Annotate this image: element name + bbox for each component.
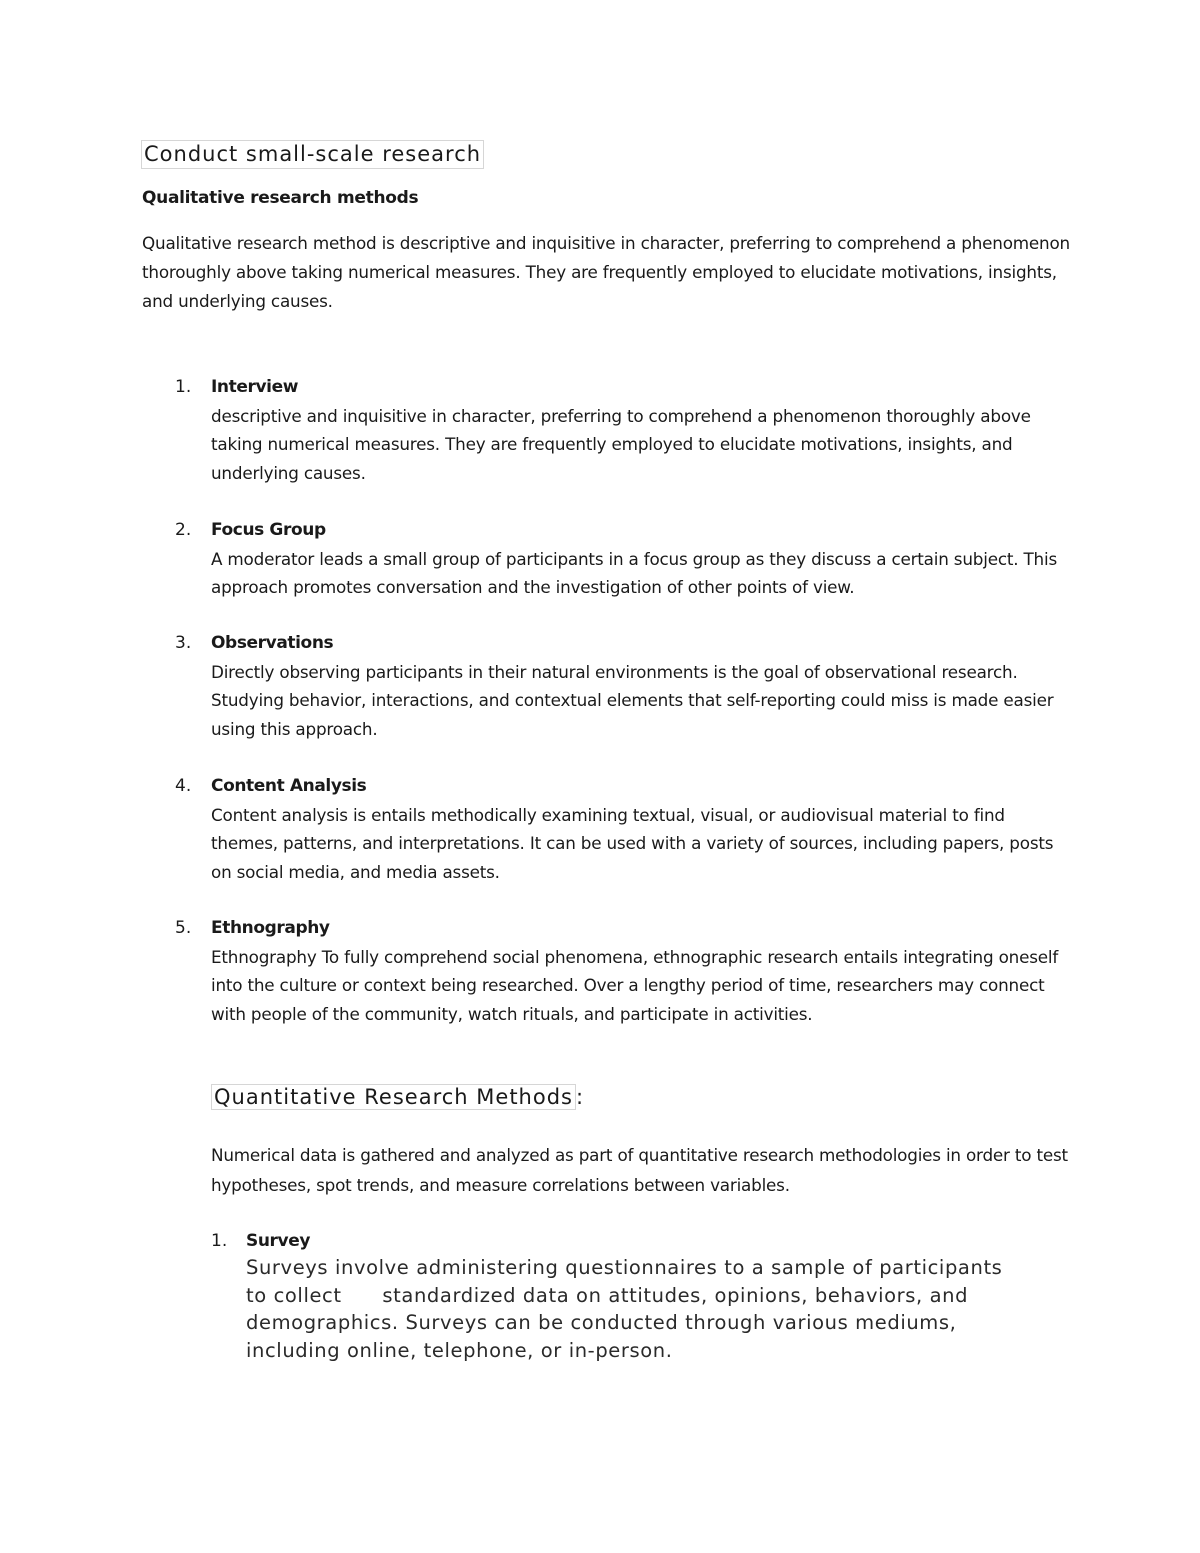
list-item-text: A moderator leads a small group of participants in a focus group as they discuss a certain subject. This approach promotes conversation and the investigation of other points of view. xyxy=(211,548,1057,598)
list-item-number: 2. xyxy=(175,520,192,540)
list-item-text: Ethnography To fully comprehend social phenomena, ethnographic research entails integrating oneself into the culture or context being researched. Over a lengthy period of time, researchers may connect with people of the community, watch rituals, and participate in activities. xyxy=(211,946,1059,1024)
list-item-number: 3. xyxy=(175,633,192,653)
list-item-number: 1. xyxy=(211,1231,228,1251)
qualitative-heading: Qualitative research methods xyxy=(142,188,419,208)
list-item-title: Focus Group xyxy=(211,520,326,540)
survey-text-line: including online, telephone, or in-person. xyxy=(246,1338,673,1362)
list-item-title: Interview xyxy=(211,377,299,397)
list-item-title: Ethnography xyxy=(211,918,330,938)
list-item-text xyxy=(246,1254,1066,1364)
list-item-number: 1. xyxy=(175,377,192,397)
survey-text-line: demographics. Surveys can be conducted through various mediums, xyxy=(246,1311,957,1334)
quantitative-heading xyxy=(211,1083,584,1111)
list-item-text: Directly observing participants in their natural environments is the goal of observational research. Studying behavior, interactions, and contextual elements that self-reporting could miss is made easier using this approach. xyxy=(211,661,1054,739)
quantitative-intro: Numerical data is gathered and analyzed as part of quantitative research methodologies in order to test hypotheses, spot trends, and measure correlations between variables. xyxy=(211,1145,1068,1195)
list-item-text: descriptive and inquisitive in character, preferring to comprehend a phenomenon thoroughly above taking numerical measures. They are frequently employed to elucidate motivations, insights, and underlying causes. xyxy=(211,405,1031,483)
list-item-text: Content analysis is entails methodically examining textual, visual, or audiovisual material to find themes, patterns, and interpretations. It can be used with a variety of sources, including papers, posts on social media, and media assets. xyxy=(211,804,1054,882)
quantitative-heading-colon: : xyxy=(575,1085,585,1109)
list-item-title: Content Analysis xyxy=(211,776,367,796)
document-title: Conduct small-scale research xyxy=(141,140,484,169)
list-item-number: 5. xyxy=(175,918,192,938)
quantitative-heading-text: Quantitative Research Methods xyxy=(211,1084,576,1110)
list-item-title: Survey xyxy=(246,1231,311,1251)
list-item-number: 4. xyxy=(175,776,192,796)
survey-text-line: Surveys involve administering questionnaires to a sample of participants xyxy=(246,1256,1003,1279)
survey-text-line: to collect standardized data on attitudes, opinions, behaviors, and xyxy=(246,1283,969,1307)
qualitative-intro: Qualitative research method is descriptive and inquisitive in character, preferring to comprehend a phenomenon thoroughly above taking numerical measures. They are frequently employed to elucidate motivations, insights, and underlying causes. xyxy=(142,233,1070,312)
list-item-title: Observations xyxy=(211,633,334,653)
